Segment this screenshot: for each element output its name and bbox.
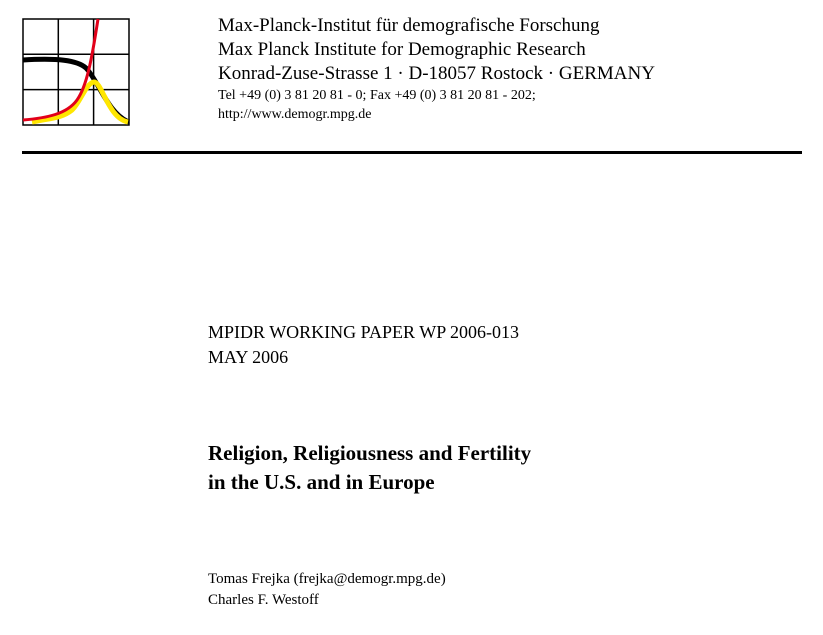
mpidr-logo-graphic xyxy=(22,18,132,128)
author-2: Charles F. Westoff xyxy=(208,592,319,608)
working-paper-date: MAY 2006 xyxy=(208,347,289,367)
author-1: Tomas Frejka (frejka@demogr.mpg.de) xyxy=(208,571,446,587)
paper-title-line-1: Religion, Religiousness and Fertility xyxy=(208,441,532,465)
institute-name-english: Max Planck Institute for Demographic Research xyxy=(218,39,586,60)
institute-header xyxy=(218,14,655,124)
mpidr-logo xyxy=(22,18,132,128)
header-divider xyxy=(22,151,802,154)
institute-website: http://www.demogr.mpg.de xyxy=(218,107,372,122)
working-paper-info xyxy=(208,320,519,370)
institute-phone-fax: Tel +49 (0) 3 81 20 81 - 0; Fax +49 (0) 3 81 20 81 - 202; xyxy=(218,88,536,103)
paper-authors xyxy=(208,569,446,611)
working-paper-series: MPIDR WORKING PAPER WP 2006-013 xyxy=(208,322,520,342)
institute-name-german: Max-Planck-Institut für demografische Forschung xyxy=(218,15,600,36)
paper-title xyxy=(208,439,531,497)
institute-address: Konrad-Zuse-Strasse 1 · D-18057 Rostock · GERMANY xyxy=(218,63,655,84)
paper-title-line-2: in the U.S. and in Europe xyxy=(208,470,435,494)
